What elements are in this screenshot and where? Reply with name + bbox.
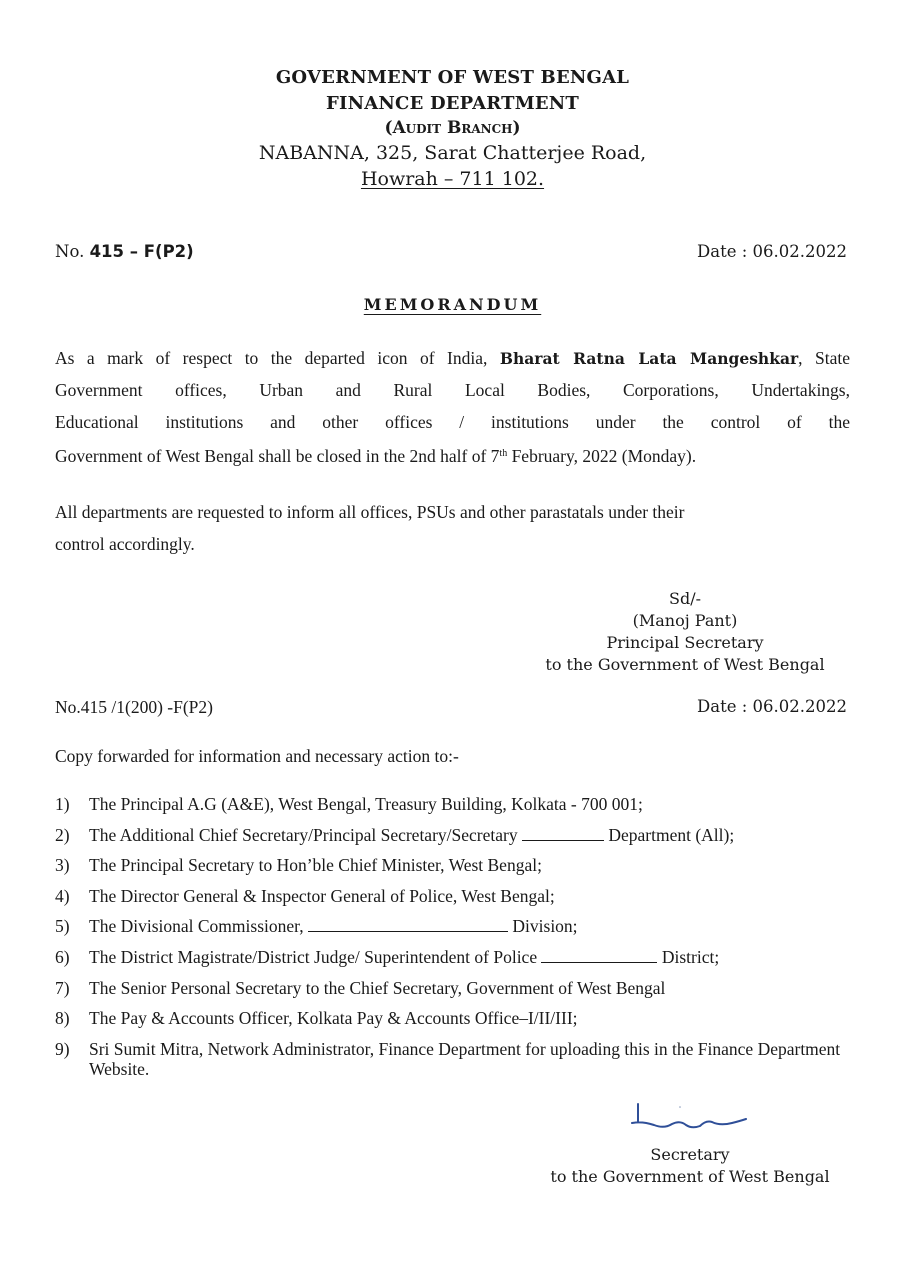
forward-text: Copy forwarded for information and necessary action to:- xyxy=(55,746,459,766)
para1-text: Government of West Bengal shall be closed in the 2nd half of 7 xyxy=(55,446,500,466)
fill-in-blank xyxy=(308,917,508,932)
copy-date: Date : 06.02.2022 xyxy=(697,697,847,716)
para1-text: February, 2022 (Monday). xyxy=(507,446,697,466)
signatory-designation: Secretary xyxy=(650,1145,730,1164)
memo-number-value: 415 – F(P2) xyxy=(89,242,194,261)
handwritten-signature xyxy=(628,1100,758,1134)
list-item xyxy=(55,947,895,967)
signatory-org: to the Government of West Bengal xyxy=(545,655,825,674)
list-item xyxy=(55,916,895,936)
memo-paragraph-1 xyxy=(55,342,850,470)
list-text xyxy=(89,916,895,936)
list-number: 4) xyxy=(55,885,70,906)
list-text-part: District; xyxy=(657,946,720,967)
list-item xyxy=(55,794,895,814)
memo-paragraph-2 xyxy=(55,496,855,560)
header-city-text: Howrah – 711 102. xyxy=(360,168,545,190)
fill-in-blank xyxy=(541,948,657,963)
list-text xyxy=(89,825,895,845)
list-number: 1) xyxy=(55,794,70,814)
list-text: The Director General & Inspector General of Police, West Bengal; xyxy=(89,885,555,906)
fill-in-blank xyxy=(522,826,604,841)
para1-text: As a mark of respect to the departed icon of India, xyxy=(55,348,500,368)
copy-number: No.415 /1(200) -F(P2) xyxy=(55,697,213,717)
list-item xyxy=(55,1039,895,1079)
header-city xyxy=(0,168,905,190)
list-item xyxy=(55,886,895,906)
list-number: 3) xyxy=(55,855,70,876)
header-department: FINANCE DEPARTMENT xyxy=(325,93,580,114)
para1-line-2: Government offices, Urban and Rural Local Bodies, Corporations, Undertakings, xyxy=(55,380,850,400)
list-text-part: The Additional Chief Secretary/Principal Secretary/Secretary xyxy=(89,824,522,845)
list-number: 6) xyxy=(55,946,70,967)
header-branch: (Audit Branch) xyxy=(384,118,521,138)
list-item xyxy=(55,978,895,998)
memo-date: Date : 06.02.2022 xyxy=(697,242,847,261)
list-text: Sri Sumit Mitra, Network Administrator, Finance Department for uploading this in the Finance Department Website. xyxy=(89,1038,841,1079)
signatory-designation: Principal Secretary xyxy=(606,633,764,652)
list-text-part: The District Magistrate/District Judge/ Superintendent of Police xyxy=(89,946,542,967)
honoree-name: Bharat Ratna Lata Mangeshkar xyxy=(499,349,799,368)
signature-block-secretary xyxy=(530,1144,850,1188)
list-text: The Senior Personal Secretary to the Chief Secretary, Government of West Bengal xyxy=(89,977,666,998)
recipient-list xyxy=(55,794,895,1089)
list-number: 7) xyxy=(55,977,70,998)
signed-mark: Sd/- xyxy=(669,589,701,608)
list-number: 8) xyxy=(55,1008,70,1029)
list-item xyxy=(55,1008,895,1028)
memo-number xyxy=(55,242,194,261)
memo-title: MEMORANDUM xyxy=(363,295,542,314)
list-text: The Principal A.G (A&E), West Bengal, Treasury Building, Kolkata - 700 001; xyxy=(89,794,643,814)
header-address: NABANNA, 325, Sarat Chatterjee Road, xyxy=(258,142,647,164)
header-government: GOVERNMENT OF WEST BENGAL xyxy=(275,67,630,88)
list-number: 5) xyxy=(55,916,70,937)
para2-line-2: control accordingly. xyxy=(55,534,195,554)
list-item xyxy=(55,825,895,845)
list-text: The Principal Secretary to Hon’ble Chief Minister, West Bengal; xyxy=(89,855,542,876)
list-number: 9) xyxy=(55,1038,70,1059)
list-text-part: Department (All); xyxy=(603,824,735,845)
list-text-part: The Divisional Commissioner, xyxy=(89,916,309,937)
list-text: The Pay & Accounts Officer, Kolkata Pay & Accounts Office–I/II/III; xyxy=(89,1008,578,1029)
signatory-org: to the Government of West Bengal xyxy=(550,1167,830,1186)
para1-line-1 xyxy=(55,342,850,374)
para1-line-4 xyxy=(55,438,850,470)
para1-text: , State xyxy=(798,348,851,368)
ordinal-suffix: th xyxy=(499,448,508,459)
signatory-name: (Manoj Pant) xyxy=(632,611,738,630)
signature-block-principal-secretary xyxy=(525,588,845,676)
list-number: 2) xyxy=(55,824,70,845)
list-item xyxy=(55,855,895,875)
memo-number-prefix: No. xyxy=(55,242,85,261)
para1-line-3: Educational institutions and other offices / institutions under the control of the xyxy=(55,412,850,432)
list-text-part: Division; xyxy=(508,916,578,937)
list-text xyxy=(89,947,895,967)
para2-line-1: All departments are requested to inform all offices, PSUs and other parastatals under their xyxy=(55,502,685,522)
